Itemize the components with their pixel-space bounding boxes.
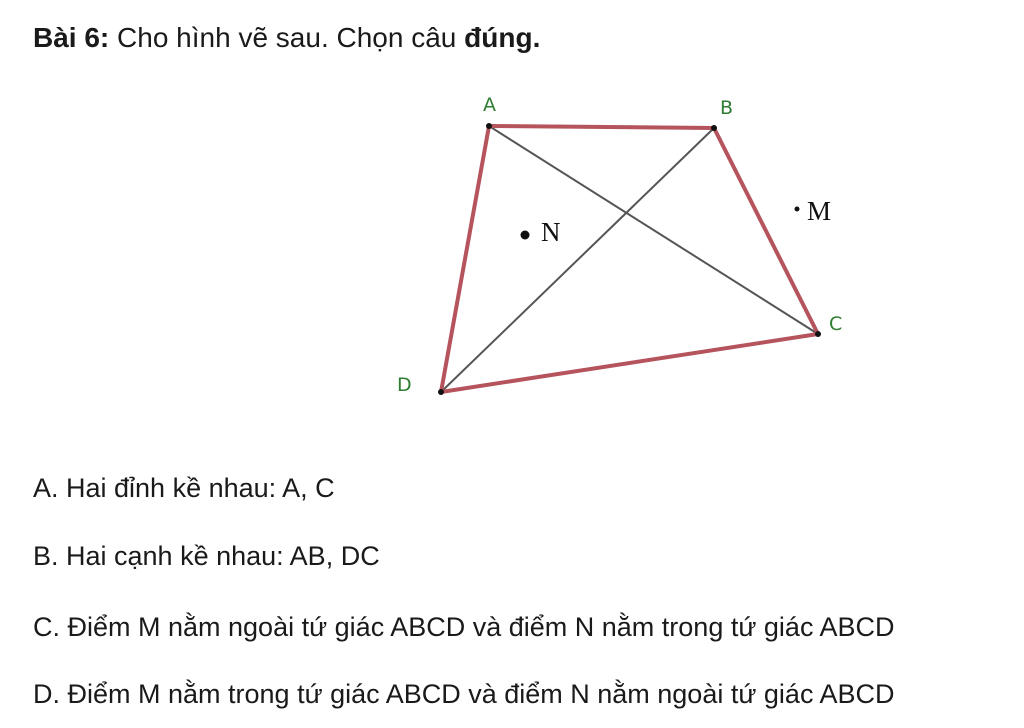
point-n-label: N bbox=[541, 217, 561, 247]
vertex-d-dot bbox=[438, 389, 444, 395]
vertex-c-dot bbox=[815, 331, 821, 337]
option-c[interactable]: C. Điểm M nằm ngoài tứ giác ABCD và điểm N nằm trong tứ giác ABCD bbox=[33, 612, 895, 642]
vertex-a-label: A bbox=[483, 94, 496, 116]
point-m-label: M bbox=[807, 196, 832, 226]
question-emphasis: đúng. bbox=[464, 22, 541, 53]
option-a[interactable]: A. Hai đỉnh kề nhau: A, C bbox=[33, 473, 335, 503]
vertex-a-dot bbox=[486, 123, 492, 129]
point-n-dot bbox=[521, 231, 530, 240]
side-ab bbox=[489, 126, 714, 128]
point-m-dot bbox=[795, 207, 800, 212]
question-prompt: Cho hình vẽ sau. Chọn câu bbox=[109, 22, 465, 53]
vertex-c-label: C bbox=[829, 313, 843, 335]
vertex-b-label: B bbox=[720, 97, 734, 119]
option-b[interactable]: B. Hai cạnh kề nhau: AB, DC bbox=[33, 541, 380, 571]
vertex-b-dot bbox=[711, 125, 717, 131]
side-bc bbox=[714, 128, 818, 334]
diagonal-ac bbox=[489, 126, 818, 334]
option-d[interactable]: D. Điểm M nằm trong tứ giác ABCD và điểm N nằm ngoài tứ giác ABCD bbox=[33, 679, 895, 709]
vertex-d-label: D bbox=[397, 374, 412, 396]
side-cd bbox=[441, 334, 818, 392]
question-number: Bài 6: bbox=[33, 22, 110, 53]
